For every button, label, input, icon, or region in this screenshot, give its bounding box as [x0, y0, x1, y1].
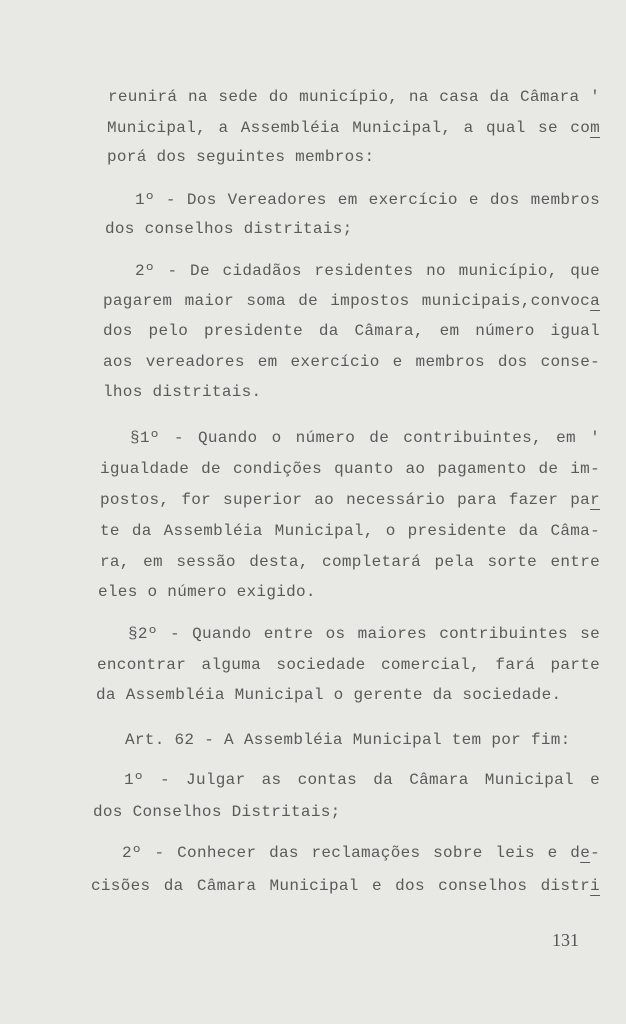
line-text: encontrar alguma sociedade comercial, fará parte: [97, 656, 600, 674]
text-line: [103, 291, 600, 311]
text-line: [103, 382, 261, 402]
text-line: [107, 147, 374, 167]
text-line: [100, 521, 600, 541]
line-text: igualdade de condições quanto ao pagamento de im-: [100, 460, 600, 478]
text-line: [135, 261, 600, 281]
line-text: Art. 62 - A Assembléia Municipal tem por fim:: [125, 731, 571, 749]
line-text: porá dos seguintes membros:: [107, 148, 375, 166]
line-text: 2º - Conhecer das reclamações sobre leis e d: [122, 844, 581, 862]
underlined-hyphenation: r: [590, 491, 600, 509]
line-text: eles o número exigido.: [98, 583, 316, 601]
line-text: da Assembléia Municipal o gerente da sociedade.: [96, 686, 562, 704]
text-line: [125, 730, 571, 750]
text-line: [97, 655, 600, 675]
page-number: 131: [552, 930, 579, 950]
line-text: te da Assembléia Municipal, o presidente da Câma-: [100, 522, 600, 540]
text-line: [124, 770, 600, 790]
text-line: [100, 459, 600, 479]
text-line: [103, 321, 600, 341]
text-line: [105, 219, 353, 239]
text-line: [130, 428, 600, 448]
line-text: Municipal, a Assembléia Municipal, a qual se co: [107, 119, 591, 137]
text-line: [100, 552, 600, 572]
text-line: [91, 876, 600, 896]
line-text: §2º - Quando entre os maiores contribuintes se: [128, 625, 600, 643]
text-line: [103, 352, 600, 372]
line-text: dos pelo presidente da Câmara, em número igual: [103, 322, 600, 340]
text-line: [96, 685, 561, 705]
line-text: 1º - Dos Vereadores em exercício e dos membros: [135, 191, 600, 209]
text-line: [135, 190, 600, 210]
text-line: [108, 87, 600, 107]
text-line: [93, 802, 341, 822]
line-text: lhos distritais.: [103, 383, 262, 401]
line-text: dos Conselhos Distritais;: [93, 803, 341, 821]
text-line: [122, 843, 600, 863]
line-text: -: [590, 844, 600, 862]
underlined-hyphenation: m: [590, 119, 600, 137]
line-text: reunirá na sede do município, na casa da Câmara ': [108, 88, 600, 106]
line-text: ra, em sessão desta, completará pela sorte entre: [100, 553, 600, 571]
text-line: [100, 490, 600, 510]
line-text: §1º - Quando o número de contribuintes, em ': [130, 429, 600, 447]
line-text: 2º - De cidadãos residentes no município, que: [135, 262, 600, 280]
underlined-hyphenation: i: [590, 877, 600, 895]
underlined-hyphenation: a: [590, 292, 600, 310]
underlined-hyphenation: e: [580, 844, 591, 862]
text-line: [98, 582, 316, 602]
line-text: cisões da Câmara Municipal e dos conselhos distr: [91, 877, 591, 895]
text-line: [128, 624, 600, 644]
text-line: [107, 118, 600, 138]
line-text: 1º - Julgar as contas da Câmara Municipal e: [124, 771, 600, 789]
line-text: postos, for superior ao necessário para fazer pa: [100, 491, 591, 509]
line-text: pagarem maior soma de impostos municipais,convoc: [103, 292, 591, 310]
line-text: aos vereadores em exercício e membros dos conse-: [103, 353, 600, 371]
line-text: dos conselhos distritais;: [105, 220, 353, 238]
